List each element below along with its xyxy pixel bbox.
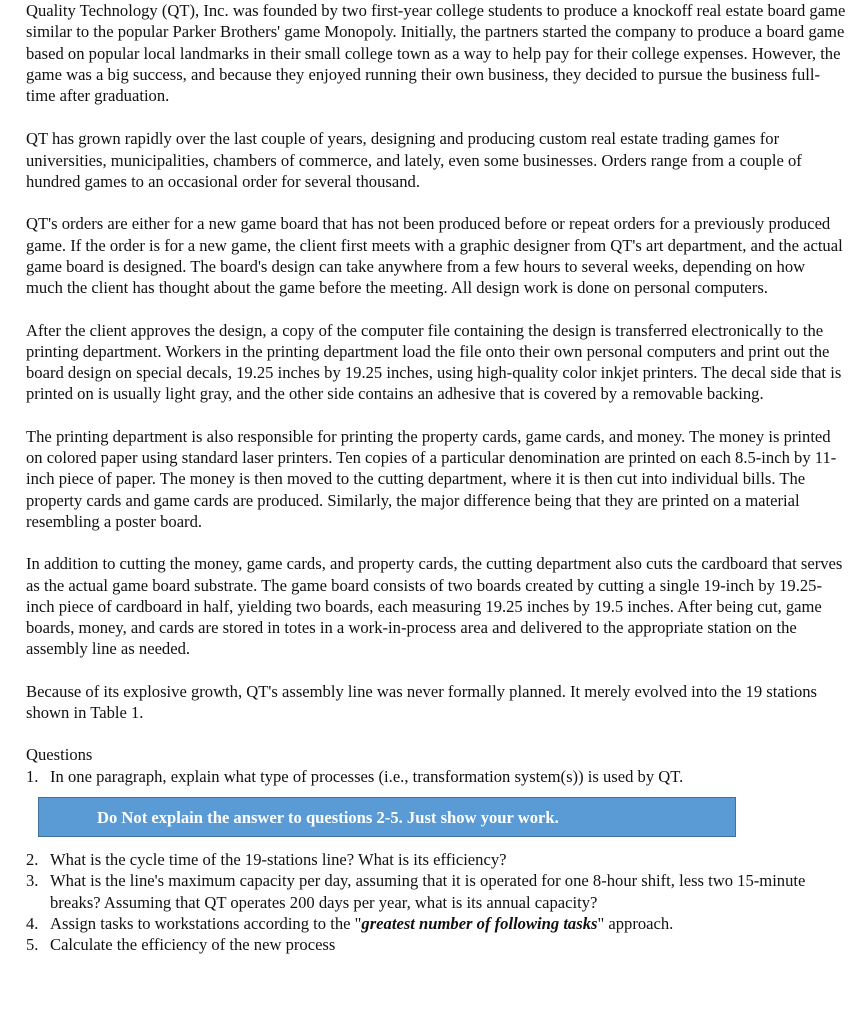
paragraph-assembly-line: Because of its explosive growth, QT's assembly line was never formally planned. It merely evolved into the 19 stations shown in Table 1. (26, 681, 818, 723)
question-item (26, 849, 846, 870)
question-item (26, 870, 846, 913)
question-number: 4. (26, 913, 39, 933)
instruction-banner-text: Do Not explain the answer to questions 2-5. Just show your work. (97, 807, 559, 827)
question-item (26, 934, 846, 955)
question-item (26, 766, 846, 787)
paragraph-orders: QT's orders are either for a new game board that has not been produced before or repeat orders for a previously produced game. If the order is for a new game, the client first meets with a graphic designer from QT's art department, and the actual game board is designed. The board's design can take anywhere from a few hours to several weeks, depending on how much the client has thought about the game before the meeting. All design work is done on personal computers. (26, 214, 843, 298)
question-text: What is the cycle time of the 19-stations line? What is its efficiency? (50, 849, 507, 869)
question-list-first (26, 766, 846, 787)
question-text-prefix: Assign tasks to workstations according to the " (50, 913, 362, 933)
instruction-banner (38, 797, 736, 837)
question-number: 1. (26, 766, 39, 786)
paragraph-cutting: In addition to cutting the money, game cards, and property cards, the cutting department also cuts the cardboard that serves as the actual game board substrate. The game board consists of two boards created by cutting a single 19-inch by 19.25-inch piece of cardboard in half, yielding two boards, each measuring 19.25 inches by 19.5 inches. After being cut, game boards, money, and cards are stored in totes in a work-in-process area and delivered to the appropriate station on the assembly line as needed. (26, 554, 843, 659)
question-text-suffix: " approach. (597, 913, 674, 933)
question-text: What is the line's maximum capacity per day, assuming that it is operated for one 8-hour shift, less two 15-minute breaks? Assuming that QT operates 200 days per year, what is its annual capacity? (50, 871, 806, 912)
question-text: Calculate the efficiency of the new process (50, 935, 336, 955)
question-number: 2. (26, 849, 39, 869)
question-text: In one paragraph, explain what type of processes (i.e., transformation system(s)) is used by QT. (50, 766, 684, 786)
document-body (26, 0, 846, 955)
question-text-emphasis: greatest number of following tasks (361, 913, 598, 933)
question-number: 3. (26, 871, 39, 891)
questions-heading: Questions (26, 745, 93, 765)
paragraph-printing: After the client approves the design, a copy of the computer file containing the design is transferred electronically to the printing department. Workers in the printing department load the file onto their own personal computers and print out the board design on special decals, 19.25 inches by 19.25 inches, using high-quality color inkjet printers. The decal side that is printed on is usually light gray, and the other side contains an adhesive that is covered by a removable backing. (26, 320, 842, 404)
question-list-rest (26, 849, 846, 955)
question-number: 5. (26, 935, 39, 955)
paragraph-growth: QT has grown rapidly over the last couple of years, designing and producing custom real estate trading games for universities, municipalities, chambers of commerce, and lately, even some businesses. Orders range from a couple of hundred games to an occasional order for several thousand. (26, 129, 802, 192)
paragraph-cards-money: The printing department is also responsible for printing the property cards, game cards, and money. The money is printed on colored paper using standard laser printers. Ten copies of a particular denomination are printed on each 8.5-inch by 11-inch piece of paper. The money is then moved to the cutting department, where it is then cut into individual bills. The property cards and game cards are produced. Similarly, the major difference being that they are printed on a material resembling a poster board. (26, 426, 837, 531)
paragraph-intro: Quality Technology (QT), Inc. was founded by two first-year college students to produce a knockoff real estate board game similar to the popular Parker Brothers' game Monopoly. Initially, the partners started the company to produce a board game based on popular local landmarks in their small college town as a way to help pay for their college expenses. However, the game was a big success, and because they enjoyed running their own business, they decided to pursue the business full-time after graduation. (26, 1, 846, 106)
questions-section (26, 744, 846, 955)
question-item (26, 913, 846, 934)
